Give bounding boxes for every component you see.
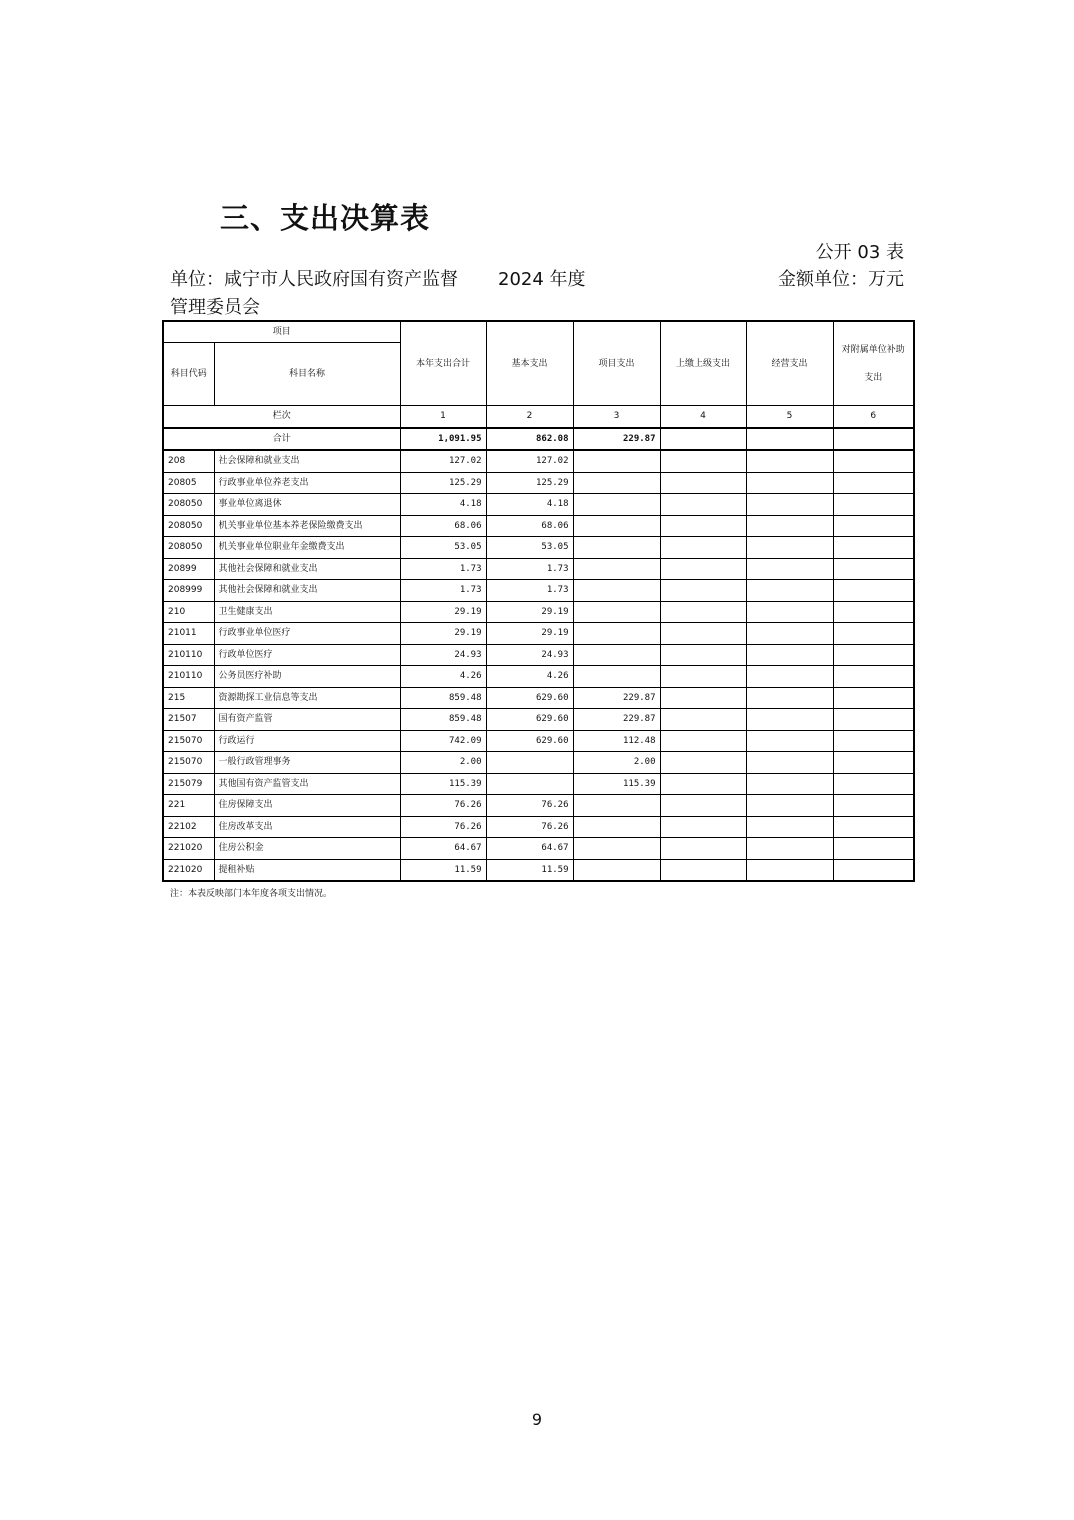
row-subsidy <box>833 752 914 774</box>
row-subsidy <box>833 795 914 817</box>
row-upper <box>660 644 746 666</box>
row-code: 20805 <box>163 472 214 494</box>
row-name: 住房改革支出 <box>214 816 400 838</box>
header-basic: 基本支出 <box>486 321 573 406</box>
page-title: 三、支出决算表 <box>220 201 431 235</box>
row-code: 215 <box>163 687 214 709</box>
row-project <box>573 666 660 688</box>
row-total: 115.39 <box>400 773 486 795</box>
header-item: 项目 <box>163 321 400 343</box>
table-row <box>163 472 914 494</box>
row-subsidy <box>833 838 914 860</box>
row-subsidy <box>833 515 914 537</box>
row-business <box>746 709 833 731</box>
table-row <box>163 580 914 602</box>
row-code: 215070 <box>163 752 214 774</box>
row-total: 4.26 <box>400 666 486 688</box>
row-subsidy <box>833 730 914 752</box>
form-number: 公开 03 表 <box>815 242 904 263</box>
row-basic <box>486 752 573 774</box>
row-upper <box>660 838 746 860</box>
col-num-5: 5 <box>746 406 833 428</box>
row-business <box>746 515 833 537</box>
sum-business <box>746 428 833 451</box>
table-row <box>163 730 914 752</box>
row-name: 行政事业单位医疗 <box>214 623 400 645</box>
row-basic: 76.26 <box>486 795 573 817</box>
row-project: 115.39 <box>573 773 660 795</box>
row-subsidy <box>833 494 914 516</box>
row-project: 112.48 <box>573 730 660 752</box>
money-unit: 金额单位：万元 <box>778 269 904 290</box>
row-total: 2.00 <box>400 752 486 774</box>
row-project <box>573 816 660 838</box>
row-project <box>573 644 660 666</box>
row-total: 29.19 <box>400 623 486 645</box>
row-upper <box>660 537 746 559</box>
row-name: 机关事业单位基本养老保险缴费支出 <box>214 515 400 537</box>
row-subsidy <box>833 859 914 881</box>
row-name: 其他社会保障和就业支出 <box>214 558 400 580</box>
row-subsidy <box>833 773 914 795</box>
row-upper <box>660 709 746 731</box>
row-project <box>573 859 660 881</box>
row-basic: 11.59 <box>486 859 573 881</box>
row-subsidy <box>833 816 914 838</box>
row-total: 64.67 <box>400 838 486 860</box>
row-code: 215079 <box>163 773 214 795</box>
sum-total: 1,091.95 <box>400 428 486 451</box>
table-row <box>163 752 914 774</box>
row-business <box>746 730 833 752</box>
row-project <box>573 558 660 580</box>
expenditure-table <box>162 320 915 882</box>
row-project: 229.87 <box>573 687 660 709</box>
row-total: 68.06 <box>400 515 486 537</box>
col-num-4: 4 <box>660 406 746 428</box>
row-upper <box>660 515 746 537</box>
row-total: 76.26 <box>400 795 486 817</box>
row-business <box>746 795 833 817</box>
header-code: 科目代码 <box>163 343 214 406</box>
row-business <box>746 752 833 774</box>
table-row <box>163 558 914 580</box>
row-upper <box>660 730 746 752</box>
row-name: 一般行政管理事务 <box>214 752 400 774</box>
row-name: 行政运行 <box>214 730 400 752</box>
row-code: 208050 <box>163 494 214 516</box>
header-name: 科目名称 <box>214 343 400 406</box>
row-business <box>746 558 833 580</box>
row-upper <box>660 795 746 817</box>
row-project <box>573 450 660 472</box>
row-code: 210110 <box>163 644 214 666</box>
row-code: 20899 <box>163 558 214 580</box>
row-basic: 64.67 <box>486 838 573 860</box>
table-note: 注：本表反映部门本年度各项支出情况。 <box>170 889 333 899</box>
sum-basic: 862.08 <box>486 428 573 451</box>
row-total: 76.26 <box>400 816 486 838</box>
row-upper <box>660 558 746 580</box>
row-project <box>573 494 660 516</box>
row-business <box>746 580 833 602</box>
row-project <box>573 838 660 860</box>
row-code: 210110 <box>163 666 214 688</box>
row-business <box>746 859 833 881</box>
row-business <box>746 472 833 494</box>
row-total: 1.73 <box>400 558 486 580</box>
row-total: 1.73 <box>400 580 486 602</box>
col-num-1: 1 <box>400 406 486 428</box>
fiscal-year: 2024 年度 <box>498 269 586 290</box>
row-name: 公务员医疗补助 <box>214 666 400 688</box>
row-basic: 76.26 <box>486 816 573 838</box>
row-basic: 629.60 <box>486 730 573 752</box>
row-name: 住房保障支出 <box>214 795 400 817</box>
table-row <box>163 687 914 709</box>
table-row <box>163 773 914 795</box>
row-business <box>746 644 833 666</box>
table-row <box>163 816 914 838</box>
row-business <box>746 601 833 623</box>
row-upper <box>660 859 746 881</box>
row-code: 215070 <box>163 730 214 752</box>
row-code: 208 <box>163 450 214 472</box>
table-row <box>163 644 914 666</box>
row-name: 国有资产监管 <box>214 709 400 731</box>
row-upper <box>660 472 746 494</box>
row-name: 资源勘探工业信息等支出 <box>214 687 400 709</box>
row-business <box>746 537 833 559</box>
row-upper <box>660 580 746 602</box>
row-total: 24.93 <box>400 644 486 666</box>
sum-row <box>163 428 914 451</box>
row-total: 859.48 <box>400 709 486 731</box>
row-total: 125.29 <box>400 472 486 494</box>
table-row <box>163 795 914 817</box>
table-row <box>163 666 914 688</box>
header-project: 项目支出 <box>573 321 660 406</box>
reporting-unit: 单位：咸宁市人民政府国有资产监督管理委员会 <box>170 269 458 318</box>
row-project: 229.87 <box>573 709 660 731</box>
header-upper: 上缴上级支出 <box>660 321 746 406</box>
row-business <box>746 838 833 860</box>
row-business <box>746 450 833 472</box>
row-basic: 29.19 <box>486 623 573 645</box>
table-row <box>163 494 914 516</box>
row-name: 其他社会保障和就业支出 <box>214 580 400 602</box>
col-num-2: 2 <box>486 406 573 428</box>
row-basic: 629.60 <box>486 709 573 731</box>
row-name: 行政事业单位养老支出 <box>214 472 400 494</box>
row-business <box>746 494 833 516</box>
row-project: 2.00 <box>573 752 660 774</box>
row-total: 742.09 <box>400 730 486 752</box>
row-subsidy <box>833 601 914 623</box>
table-row <box>163 450 914 472</box>
row-code: 221020 <box>163 859 214 881</box>
row-total: 4.18 <box>400 494 486 516</box>
row-name: 事业单位离退休 <box>214 494 400 516</box>
row-basic: 4.26 <box>486 666 573 688</box>
row-basic: 1.73 <box>486 580 573 602</box>
row-name: 提租补贴 <box>214 859 400 881</box>
row-code: 210 <box>163 601 214 623</box>
row-basic: 125.29 <box>486 472 573 494</box>
row-upper <box>660 494 746 516</box>
row-total: 29.19 <box>400 601 486 623</box>
row-upper <box>660 816 746 838</box>
row-code: 21011 <box>163 623 214 645</box>
row-project <box>573 623 660 645</box>
page-number: 9 <box>531 1410 543 1429</box>
row-basic: 53.05 <box>486 537 573 559</box>
row-basic: 68.06 <box>486 515 573 537</box>
row-subsidy <box>833 450 914 472</box>
row-subsidy <box>833 644 914 666</box>
row-name: 社会保障和就业支出 <box>214 450 400 472</box>
row-business <box>746 687 833 709</box>
row-code: 221 <box>163 795 214 817</box>
row-business <box>746 816 833 838</box>
row-total: 127.02 <box>400 450 486 472</box>
sum-project: 229.87 <box>573 428 660 451</box>
row-project <box>573 795 660 817</box>
row-business <box>746 773 833 795</box>
sum-label: 合计 <box>163 428 400 451</box>
row-name: 行政单位医疗 <box>214 644 400 666</box>
table-row <box>163 623 914 645</box>
col-num-6: 6 <box>833 406 914 428</box>
row-subsidy <box>833 558 914 580</box>
row-name: 其他国有资产监管支出 <box>214 773 400 795</box>
row-upper <box>660 623 746 645</box>
row-basic: 1.73 <box>486 558 573 580</box>
row-basic: 629.60 <box>486 687 573 709</box>
row-subsidy <box>833 472 914 494</box>
row-code: 22102 <box>163 816 214 838</box>
row-basic: 24.93 <box>486 644 573 666</box>
row-project <box>573 580 660 602</box>
table-row <box>163 838 914 860</box>
row-basic: 127.02 <box>486 450 573 472</box>
sum-subsidy <box>833 428 914 451</box>
row-name: 住房公积金 <box>214 838 400 860</box>
row-total: 859.48 <box>400 687 486 709</box>
row-project <box>573 472 660 494</box>
header-business: 经营支出 <box>746 321 833 406</box>
row-subsidy <box>833 623 914 645</box>
row-basic <box>486 773 573 795</box>
row-code: 208999 <box>163 580 214 602</box>
row-upper <box>660 450 746 472</box>
row-project <box>573 515 660 537</box>
col-num-3: 3 <box>573 406 660 428</box>
row-business <box>746 666 833 688</box>
row-project <box>573 601 660 623</box>
table-row <box>163 601 914 623</box>
row-code: 21507 <box>163 709 214 731</box>
table-row <box>163 537 914 559</box>
row-project <box>573 537 660 559</box>
row-subsidy <box>833 687 914 709</box>
row-basic: 29.19 <box>486 601 573 623</box>
row-name: 卫生健康支出 <box>214 601 400 623</box>
row-basic: 4.18 <box>486 494 573 516</box>
header-col-label: 栏次 <box>163 406 400 428</box>
row-subsidy <box>833 537 914 559</box>
header-total: 本年支出合计 <box>400 321 486 406</box>
row-subsidy <box>833 666 914 688</box>
row-total: 53.05 <box>400 537 486 559</box>
row-code: 208050 <box>163 537 214 559</box>
sum-upper <box>660 428 746 451</box>
row-upper <box>660 666 746 688</box>
row-subsidy <box>833 580 914 602</box>
row-code: 208050 <box>163 515 214 537</box>
row-upper <box>660 687 746 709</box>
row-upper <box>660 773 746 795</box>
table-row <box>163 515 914 537</box>
row-code: 221020 <box>163 838 214 860</box>
row-name: 机关事业单位职业年金缴费支出 <box>214 537 400 559</box>
table-row <box>163 859 914 881</box>
row-subsidy <box>833 709 914 731</box>
row-business <box>746 623 833 645</box>
table-row <box>163 709 914 731</box>
row-total: 11.59 <box>400 859 486 881</box>
row-upper <box>660 752 746 774</box>
header-subsidy: 对附属单位补助支出 <box>833 321 914 406</box>
row-upper <box>660 601 746 623</box>
